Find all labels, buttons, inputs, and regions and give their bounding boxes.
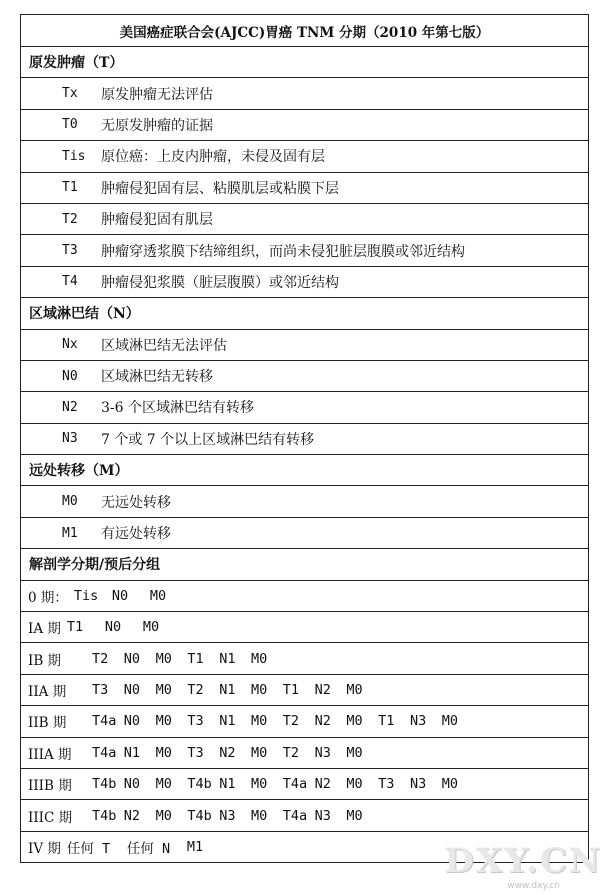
- stage-description: 原发肿瘤无法评估: [101, 86, 213, 103]
- stage-cell: M0: [346, 807, 363, 824]
- stage-code: Nx: [62, 337, 78, 353]
- stage-cell: M0: [155, 650, 172, 667]
- stage-cell: M0: [142, 619, 160, 636]
- stage-code: N3: [62, 431, 78, 447]
- tnm-staging-table: [20, 14, 589, 863]
- stage-cell: N3: [314, 744, 331, 761]
- stage-cell: N0: [104, 619, 122, 636]
- stage-cell: M0: [155, 682, 172, 698]
- stage-cell: N0: [123, 713, 141, 730]
- stage-code: T4: [62, 274, 78, 290]
- stage-description: 区域淋巴结无转移: [101, 369, 213, 386]
- table-row: [21, 392, 588, 423]
- table-row: [21, 110, 588, 141]
- stage-cell: N2: [314, 776, 331, 793]
- stage-description: 7 个或 7 个以上区域淋巴结有转移: [101, 431, 315, 448]
- stage-cell: T2: [187, 682, 204, 698]
- stage-cell: N1: [219, 650, 236, 667]
- stage-cell: T1: [66, 619, 84, 636]
- table-row: [21, 141, 588, 172]
- stage-cell: N0: [123, 650, 141, 667]
- stage-cell: M0: [346, 713, 363, 730]
- stage-cell: M0: [346, 682, 363, 698]
- stage-cell: M0: [149, 587, 167, 604]
- stage-code: T2: [62, 211, 78, 227]
- stage-cell: N3: [409, 713, 427, 730]
- stage-cell: M0: [250, 776, 268, 793]
- stage-name: IA 期: [28, 621, 61, 638]
- stage-description: 肿瘤侵犯浆膜（脏层腹膜）或邻近结构: [101, 274, 339, 291]
- stage-description: 3-6 个区域淋巴结有转移: [101, 400, 254, 417]
- stage-cell: T4b: [187, 776, 212, 793]
- table-row: [21, 486, 588, 517]
- staging-row: [21, 675, 588, 706]
- stage-cell: M0: [250, 713, 268, 730]
- table-body: [21, 47, 588, 863]
- stage-cell: T2: [282, 744, 300, 761]
- stage-code: T0: [62, 117, 78, 133]
- stage-code: N2: [62, 399, 78, 415]
- stage-code: M0: [62, 494, 78, 510]
- stage-cell: M0: [250, 650, 268, 667]
- staging-row: [21, 581, 588, 612]
- stage-name: IIIB 期: [28, 778, 72, 795]
- stage-description: 原位癌：上皮内肿瘤，未侵及固有层: [101, 149, 325, 166]
- stage-cell: M0: [441, 776, 459, 793]
- stage-cell: T3: [187, 713, 204, 730]
- stage-cell: N0: [123, 682, 141, 698]
- stage-cell: N2: [314, 713, 331, 730]
- stage-cell: N2: [123, 807, 141, 824]
- staging-row: [21, 769, 588, 800]
- stage-cell: N0: [111, 587, 129, 604]
- stage-description: 有远处转移: [101, 526, 171, 543]
- stage-code: Tis: [62, 148, 86, 164]
- section-header: 远处转移（M）: [21, 455, 588, 486]
- stage-cell: T4a: [282, 807, 308, 824]
- stage-code: N0: [62, 368, 78, 384]
- stage-cell: T1: [378, 713, 395, 730]
- stage-code: T3: [62, 243, 78, 259]
- staging-row: [21, 832, 588, 863]
- section-header: 原发肿瘤（T）: [21, 47, 588, 78]
- stage-cell: T2: [92, 650, 109, 667]
- watermark-url: www.dxy.cn: [507, 881, 560, 891]
- stage-cell: N3: [219, 807, 236, 824]
- stage-cell: N3: [314, 807, 331, 824]
- stage-cell: N1: [219, 776, 236, 793]
- table-row: [21, 424, 588, 455]
- section-header: 解剖学分期/预后分组: [21, 549, 588, 580]
- stage-cell: N2: [219, 744, 236, 761]
- stage-name: IIA 期: [28, 684, 67, 700]
- section-header: 区域淋巴结（N）: [21, 298, 588, 329]
- stage-cell: N1: [219, 713, 236, 730]
- stage-cell: T4b: [92, 776, 117, 793]
- stage-cell: T1: [282, 682, 300, 698]
- stage-name: IB 期: [28, 652, 62, 669]
- staging-row: [21, 738, 588, 769]
- table-row: [21, 518, 588, 549]
- stage-cell: M0: [155, 713, 172, 730]
- stage-cell: Tis: [73, 587, 99, 604]
- stage-cell: 任何 N: [126, 840, 171, 857]
- table-row: [21, 361, 588, 392]
- stage-cell: N1: [123, 744, 141, 761]
- stage-cell: T2: [282, 713, 300, 730]
- table-row: [21, 204, 588, 235]
- watermark-logo: DXY.CN: [444, 841, 602, 881]
- stage-code: M1: [62, 525, 78, 541]
- staging-row: [21, 612, 588, 643]
- stage-cell: M0: [155, 807, 172, 824]
- table-row: [21, 173, 588, 204]
- stage-cell: T4a: [92, 713, 117, 730]
- stage-cell: M0: [250, 807, 268, 824]
- stage-cell: M0: [155, 776, 172, 793]
- stage-cell: 任何 T: [66, 840, 111, 857]
- stage-cell: N2: [314, 682, 331, 698]
- stage-description: 肿瘤侵犯固有层、粘膜肌层或粘膜下层: [101, 180, 339, 197]
- stage-cell: M0: [155, 744, 172, 761]
- stage-description: 区域淋巴结无法评估: [101, 337, 227, 354]
- stage-code: T1: [62, 180, 78, 196]
- stage-name: IIIA 期: [28, 746, 72, 763]
- stage-cell: M0: [441, 713, 459, 730]
- table-title: 美国癌症联合会(AJCC)胃癌 TNM 分期（2010 年第七版）: [21, 15, 588, 47]
- stage-cell: M0: [346, 776, 363, 793]
- stage-name: IV 期: [28, 840, 61, 857]
- table-row: [21, 267, 588, 298]
- stage-cell: T1: [187, 650, 204, 667]
- stage-cell: T4b: [187, 807, 212, 824]
- stage-description: 无原发肿瘤的证据: [101, 117, 213, 134]
- stage-cell: N0: [123, 776, 141, 793]
- stage-cell: T3: [92, 682, 109, 698]
- stage-cell: M1: [186, 838, 204, 855]
- stage-name: IIB 期: [28, 715, 67, 732]
- stage-cell: N1: [219, 682, 236, 698]
- staging-row: [21, 800, 588, 831]
- stage-code: Tx: [62, 86, 78, 102]
- stage-cell: T4a: [282, 776, 308, 793]
- stage-cell: M0: [250, 682, 268, 698]
- table-row: [21, 78, 588, 109]
- staging-row: [21, 706, 588, 737]
- table-row: [21, 330, 588, 361]
- stage-name: 0 期：: [28, 589, 68, 606]
- staging-row: [21, 643, 588, 674]
- stage-description: 肿瘤侵犯固有肌层: [101, 212, 213, 229]
- stage-cell: M0: [250, 744, 268, 761]
- stage-cell: T4a: [92, 744, 117, 761]
- stage-cell: T3: [378, 776, 395, 793]
- stage-cell: N3: [409, 776, 427, 793]
- stage-name: IIIC 期: [28, 809, 73, 826]
- stage-cell: M0: [346, 744, 363, 761]
- stage-cell: T4b: [92, 807, 117, 824]
- stage-cell: T3: [187, 744, 204, 761]
- stage-description: 肿瘤穿透浆膜下结缔组织，而尚未侵犯脏层腹膜或邻近结构: [101, 243, 465, 260]
- stage-description: 无远处转移: [101, 494, 171, 511]
- table-row: [21, 235, 588, 266]
